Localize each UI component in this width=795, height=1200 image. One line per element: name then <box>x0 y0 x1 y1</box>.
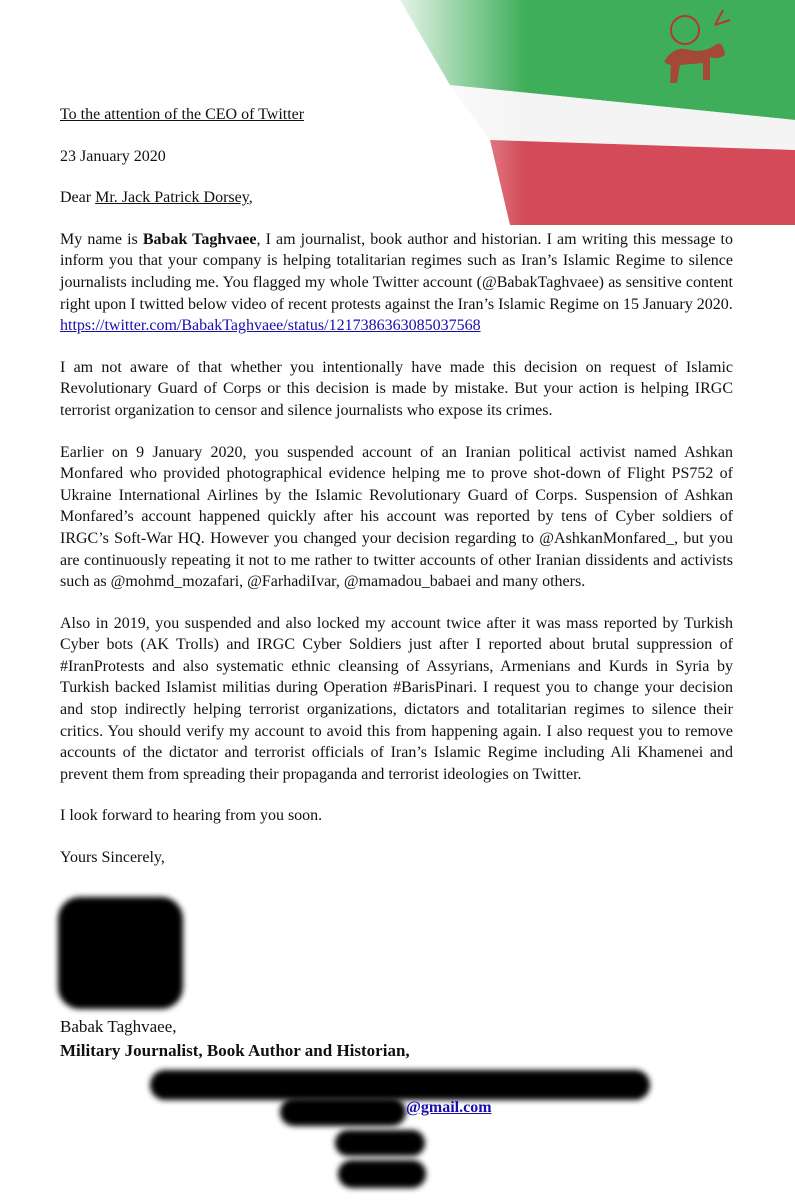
closing-line: I look forward to hearing from you soon. <box>60 807 323 825</box>
paragraph-monfared: Earlier on 9 January 2020, you suspended account of an Iranian political activist named Ashkan Monfared who provided photographical evidence helping me to prove shot-down of Flight PS752 of Ukraine International Airlines by the Islamic Revolutionary Guard of Corps. Suspension of Ashkan Monfared’s account happened quickly after his account was reported by tens of Cyber soldiers of IRGC’s Soft-War HQ. However you changed your decision regarding to @AshkanMonfared_, but you are continuously repeating it not to me rather to twitter accounts of other Iranian dissidents and activists such as @mohmd_mozafari, @FarhadiIvar, @mamadou_babaei and many others. <box>60 443 733 591</box>
author-name: Babak Taghvaee <box>142 230 257 248</box>
redacted-signature <box>58 897 183 1009</box>
salutation-prefix: Dear <box>60 189 96 207</box>
paragraph-introduction <box>60 229 733 337</box>
letter-date: 23 January 2020 <box>60 147 166 165</box>
paragraph-irgc: I am not aware of that whether you intentionally have made this decision on request of Islamic Revolutionary Guard of Corps or this decision is made by mistake. But your action is helping IRGC terrorist organization to censor and silence journalists who expose its crimes. <box>60 358 733 419</box>
letter-body <box>60 104 733 889</box>
intro-post: , I am journalist, book author and historian. I am writing this message to inform you that your company is helping totalitarian regimes such as Iran’s Islamic Regime to silence journalists including me. You flagged my whole Twitter account (@BabakTaghvaee) as sensitive content right upon I twitted below video of recent protests against the Iran’s Islamic Regime on 15 January 2020. <box>60 230 734 313</box>
paragraph-2019: Also in 2019, you suspended and also locked my account twice after it was mass reported by Turkish Cyber bots (AK Trolls) and IRGC Cyber Soldiers just after I reported about brutal suppression of #IranProtests and also systematic ethnic cleansing of Assyrians, Armenians and Kurds in Syria by Turkish backed Islamist militias during Operation #BarisPinari. I request you to change your decision and stop indirectly helping terrorist organizations, dictators and totalitarian regimes to silence their critics. You should verify my account to avoid this from happening again. I also request you to remove accounts of the dictator and terrorist officials of Iran’s Islamic Regime including Ali Khamenei and prevent them from spreading their propaganda and terrorist ideologies on Twitter. <box>60 614 733 783</box>
salutation-suffix: , <box>248 189 253 207</box>
redacted-extra-line <box>338 1160 426 1188</box>
redacted-phone-line <box>335 1130 425 1156</box>
signer-title: Military Journalist, Book Author and Historian, <box>60 1041 410 1060</box>
redacted-email-local-part <box>280 1098 406 1126</box>
sign-off: Yours Sincerely, <box>60 849 165 867</box>
email-domain[interactable]: @gmail.com <box>406 1099 492 1116</box>
signer-name: Babak Taghvaee, <box>60 1017 177 1036</box>
attention-line: To the attention of the CEO of Twitter <box>60 106 305 123</box>
salutation <box>60 187 733 209</box>
tweet-link[interactable]: https://twitter.com/BabakTaghvaee/status/1217386363085037568 <box>60 317 481 335</box>
redacted-address-line <box>150 1070 650 1100</box>
recipient-name: Mr. Jack Patrick Dorsey <box>95 189 249 207</box>
intro-pre: My name is <box>60 230 143 248</box>
